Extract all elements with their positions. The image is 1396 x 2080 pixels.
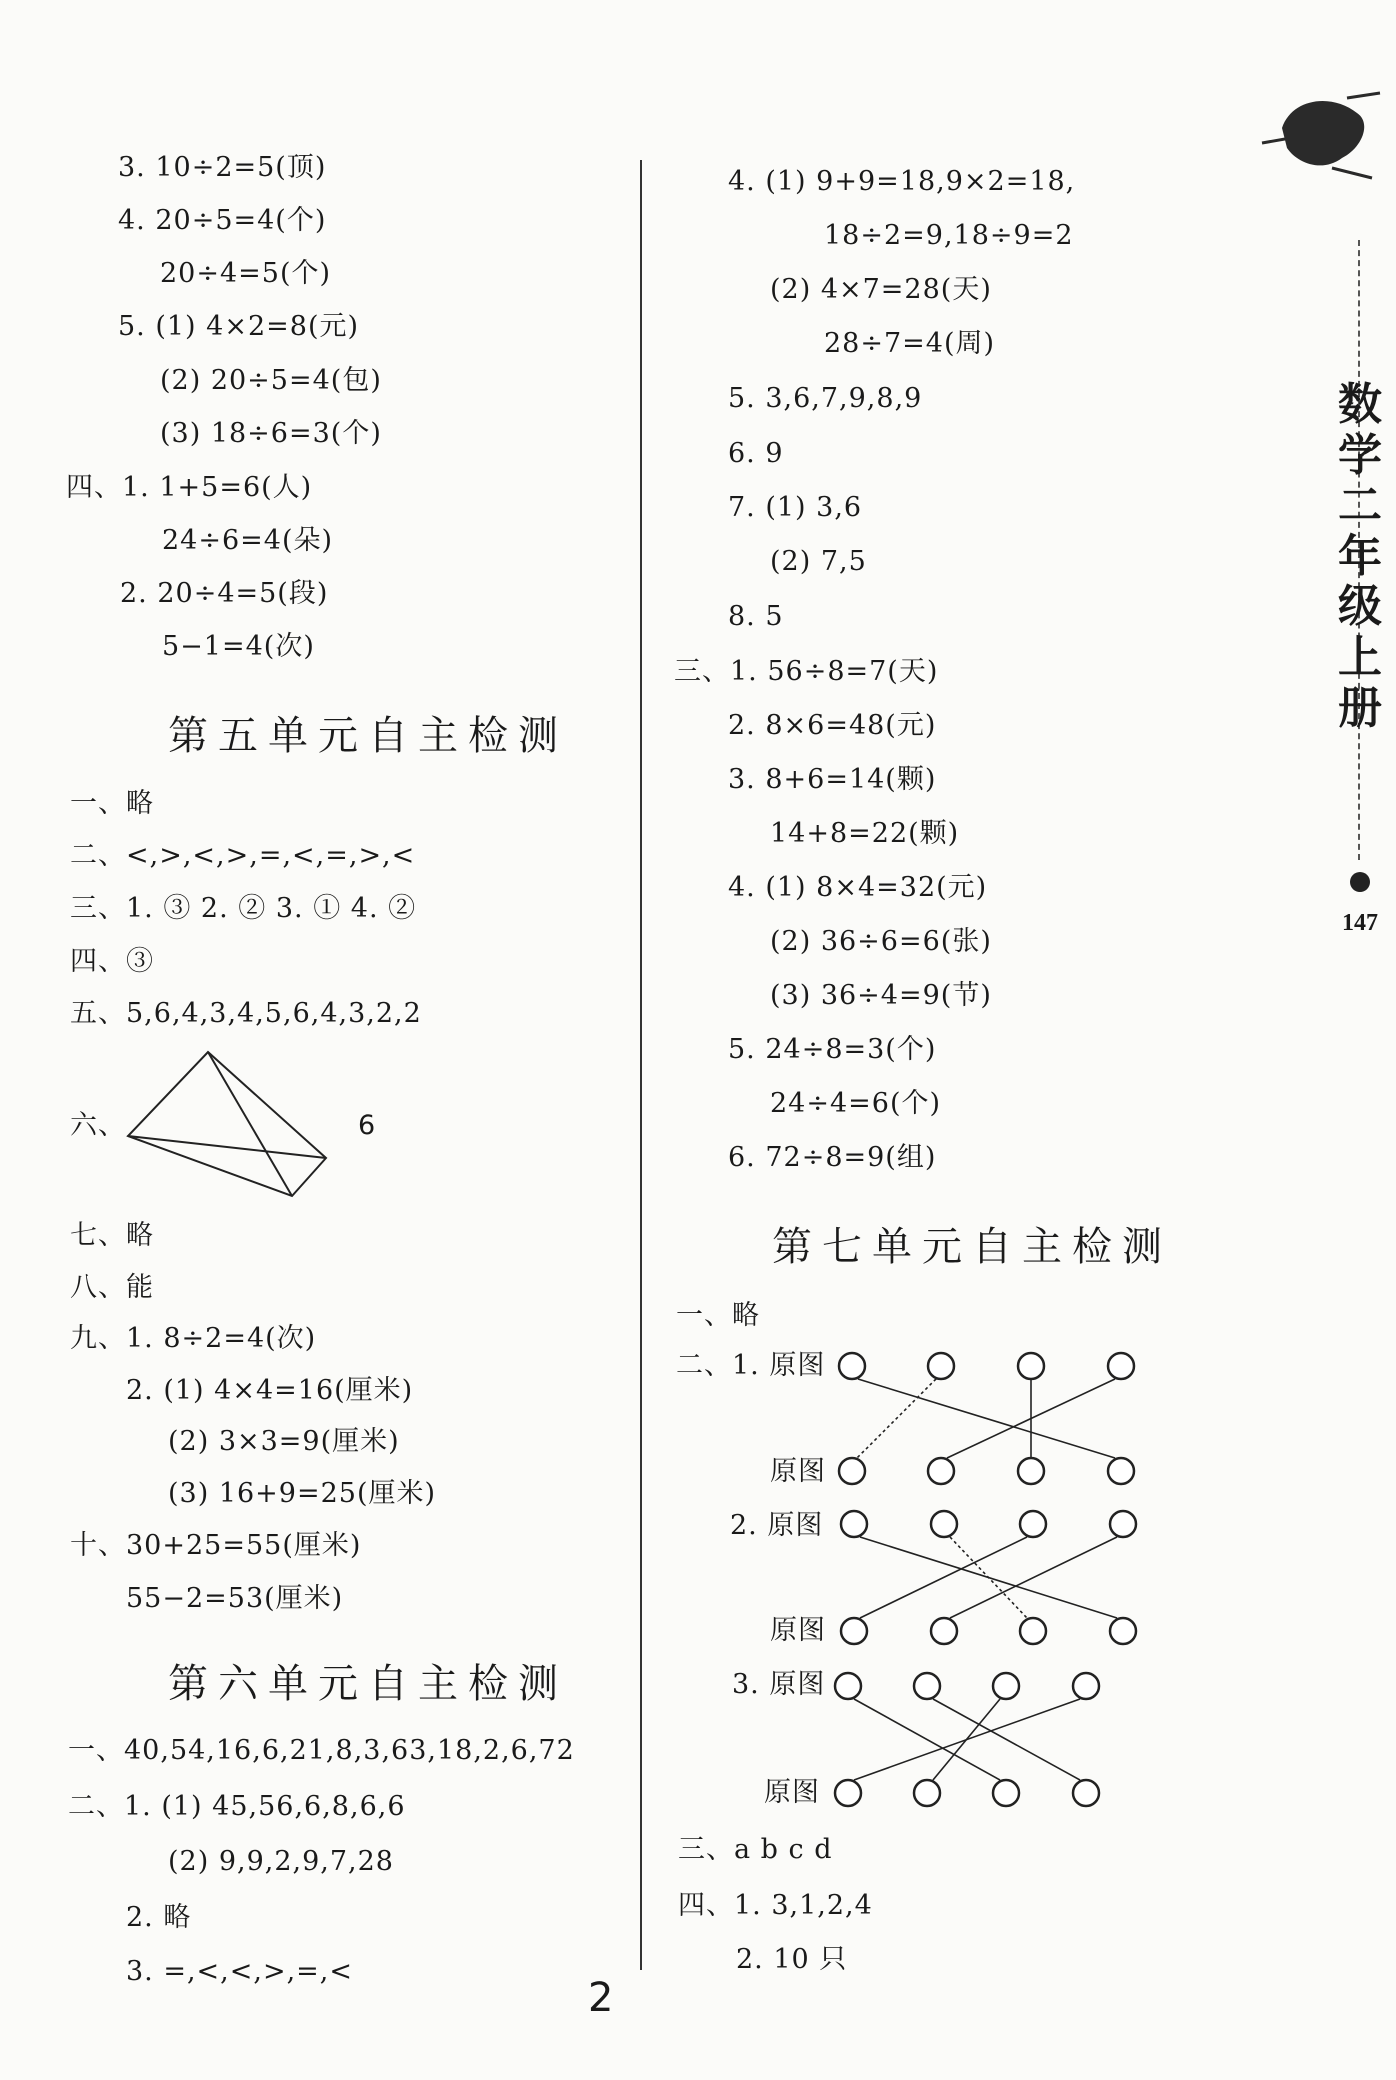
answer-line: 五、5,6,4,3,4,5,6,4,3,2,2: [70, 998, 422, 1029]
answer-line: 24÷6=4(朵): [162, 525, 334, 556]
answer-line: 七、略: [70, 1220, 154, 1251]
answer-line: 2. 原图: [730, 1510, 824, 1541]
answer-line: 8. 5: [728, 601, 784, 632]
answer-line: 5−1=4(次): [162, 631, 315, 662]
answer-line: 原图: [770, 1456, 826, 1487]
answer-line: 24÷4=6(个): [770, 1088, 942, 1119]
side-band-title: 数学二年级上册: [1338, 379, 1382, 734]
answer-line: 6. 9: [728, 438, 784, 469]
answer-line: 2. (1) 4×4=16(厘米): [126, 1375, 414, 1406]
answer-line: 一、40,54,16,6,21,8,3,63,18,2,6,72: [68, 1735, 575, 1766]
answer-line: 原图: [764, 1777, 820, 1808]
column-divider: [640, 160, 642, 1970]
answer-line: (3) 36÷4=9(节): [770, 980, 992, 1011]
handwritten-mark: 2: [588, 1975, 614, 2021]
answer-line: 九、1. 8÷2=4(次): [70, 1323, 317, 1354]
answer-line: 四、1. 1+5=6(人): [66, 472, 313, 503]
answer-line: 2. 略: [126, 1902, 192, 1933]
answer-line: 八、能: [70, 1272, 154, 1303]
unit-5-heading: 第五单元自主检测: [168, 713, 568, 759]
answer-line: 一、略: [70, 788, 154, 819]
answer-line: 二、1. (1) 45,56,6,8,6,6: [68, 1791, 406, 1822]
answer-line: (2) 20÷5=4(包): [160, 365, 382, 396]
answer-line: (2) 3×3=9(厘米): [168, 1426, 400, 1457]
matching-diagram-1: [838, 1350, 1138, 1480]
answer-line: 28÷7=4(周): [824, 328, 996, 359]
answer-line: 4. (1) 8×4=32(元): [728, 872, 988, 903]
answer-line: 3. 10÷2=5(顶): [118, 152, 327, 183]
answer-line: 3. =,<,<,>,=,<: [126, 1956, 353, 1987]
answer-line: 三、a b c d: [678, 1834, 833, 1865]
matching-diagram-3: [834, 1672, 1114, 1802]
answer-line: 四、1. 3,1,2,4: [678, 1890, 873, 1921]
answer-line: 二、1. 原图: [676, 1350, 826, 1381]
answer-line: 十、30+25=55(厘米): [70, 1530, 362, 1561]
answer-line: 5. (1) 4×2=8(元): [118, 311, 360, 342]
answer-line: 三、1. ③ 2. ② 3. ① 4. ②: [70, 893, 417, 924]
answer-line: 5. 3,6,7,9,8,9: [728, 383, 923, 414]
quadrilateral-figure: [120, 1050, 340, 1200]
answer-line: 一、略: [676, 1300, 760, 1331]
answer-line: (2) 9,9,2,9,7,28: [168, 1846, 394, 1877]
answer-line: 4. 20÷5=4(个): [118, 205, 327, 236]
answer-line: 2. 20÷4=5(段): [120, 578, 329, 609]
answer-line: 二、<,>,<,>,=,<,=,>,<: [70, 840, 416, 871]
answer-line: 6. 72÷8=9(组): [728, 1142, 937, 1173]
answer-line: (3) 18÷6=3(个): [160, 418, 382, 449]
side-band-dot: [1350, 872, 1370, 892]
answer-line: (2) 4×7=28(天): [770, 274, 992, 305]
answer-line: (2) 36÷6=6(张): [770, 926, 992, 957]
brush-logo-icon: [1262, 88, 1382, 188]
matching-diagram-2: [840, 1510, 1140, 1640]
answer-line: 3. 8+6=14(颗): [728, 764, 937, 795]
answer-line: 5. 24÷8=3(个): [728, 1034, 937, 1065]
answer-line: 原图: [770, 1615, 826, 1646]
answer-line: 2. 10 只: [736, 1944, 848, 1975]
answer-line: 20÷4=5(个): [160, 258, 332, 289]
answer-line: 55−2=53(厘米): [126, 1583, 344, 1614]
figure-answer: 6: [358, 1110, 377, 1141]
answer-line: 3. 原图: [732, 1669, 826, 1700]
unit-6-heading: 第六单元自主检测: [168, 1661, 568, 1707]
answer-line: (2) 7,5: [770, 546, 867, 577]
answer-line: 7. (1) 3,6: [728, 492, 863, 523]
answer-line: 2. 8×6=48(元): [728, 710, 937, 741]
answer-line: 六、: [70, 1110, 126, 1141]
answer-line: 4. (1) 9+9=18,9×2=18,: [728, 166, 1076, 197]
answer-line: 14+8=22(颗): [770, 818, 960, 849]
unit-7-heading: 第七单元自主检测: [772, 1224, 1172, 1270]
page-number: 147: [1342, 910, 1378, 936]
answer-line: 四、③: [70, 946, 154, 977]
answer-line: 三、1. 56÷8=7(天): [674, 656, 939, 687]
answer-line: 18÷2=9,18÷9=2: [824, 220, 1074, 251]
answer-line: (3) 16+9=25(厘米): [168, 1478, 437, 1509]
